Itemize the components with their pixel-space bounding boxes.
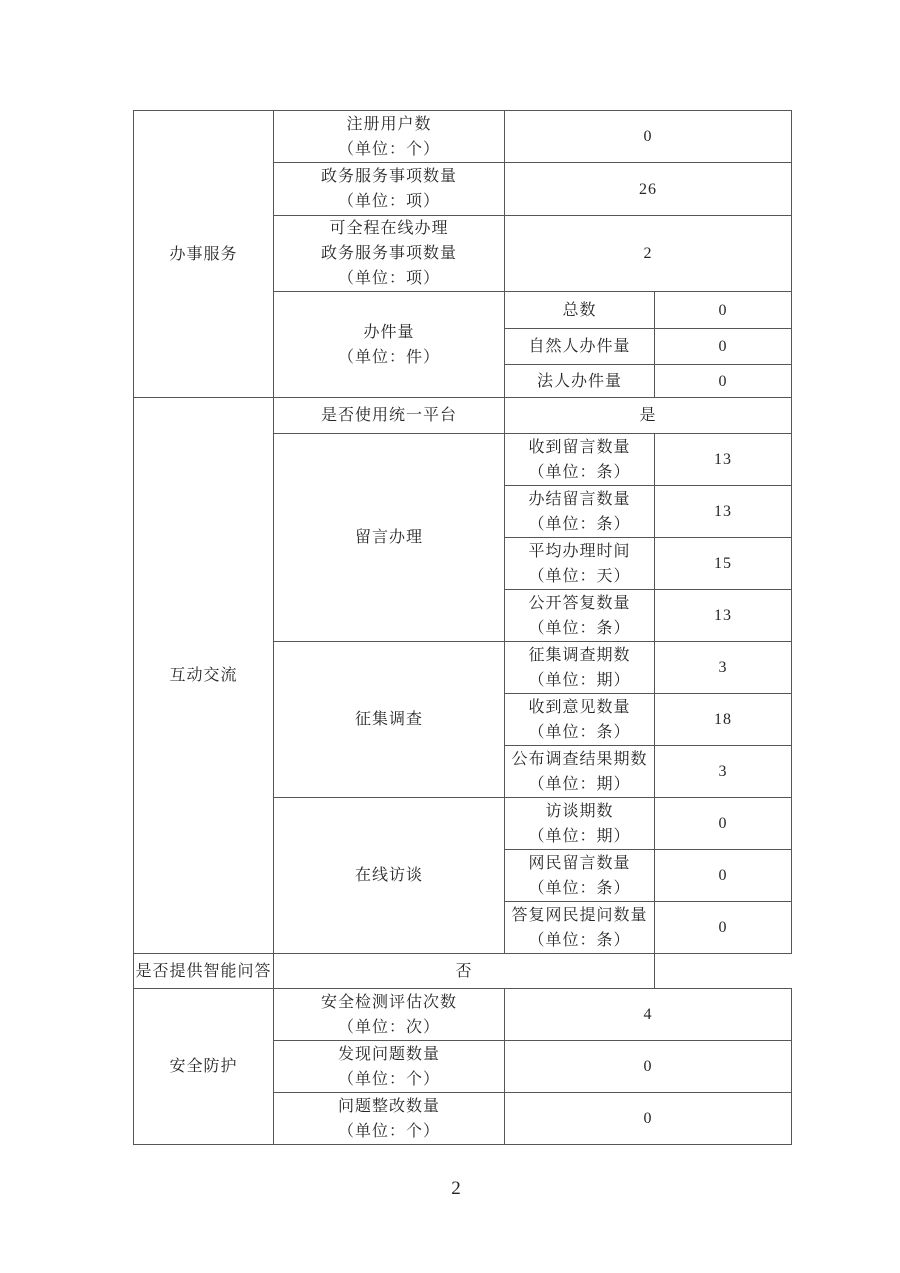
metric-value-total: 0: [655, 292, 792, 329]
group-label-online-interview: 在线访谈: [274, 798, 505, 954]
unit-line: （单位：条）: [528, 723, 631, 741]
metric-value-messages-completed: 13: [655, 486, 792, 538]
metric-label-netizen-messages: [505, 850, 655, 902]
section-label-text: 办事服务: [169, 245, 238, 263]
unit-line: （单位：条）: [528, 463, 631, 481]
label-line: 发现问题数量: [337, 1045, 440, 1063]
unit-line: （单位：条）: [528, 619, 631, 637]
unit-line: （单位：件）: [337, 348, 440, 366]
label-line: 平均办理时间: [528, 542, 631, 560]
unit-line: （单位：项）: [337, 193, 440, 210]
metric-label-unified-platform: 是否使用统一平台: [274, 398, 505, 434]
section-label-text: 安全防护: [169, 1058, 238, 1075]
report-table: [133, 110, 792, 1145]
metric-value-natural-person: 0: [655, 329, 792, 365]
metric-label-netizen-questions-answered: [505, 902, 655, 954]
group-label-message-handling: 留言办理: [274, 434, 505, 642]
unit-line: （单位：次）: [337, 1018, 440, 1036]
label-line: 问题整改数量: [337, 1097, 440, 1115]
section-label-interaction: [134, 398, 274, 954]
metric-label-total: 总数: [505, 292, 655, 329]
label-line: 公布调查结果期数: [511, 750, 648, 768]
label-line: 答复网民提问数量: [511, 906, 648, 924]
unit-line: （单位：期）: [528, 827, 631, 845]
metric-label-service-items: [274, 163, 505, 216]
metric-label-average-handle-time: [505, 538, 655, 590]
metric-value-legal-person: 0: [655, 365, 792, 398]
metric-value-security-checks: 4: [505, 989, 792, 1041]
label-line: 安全检测评估次数: [320, 993, 457, 1011]
metric-value-netizen-messages: 0: [655, 850, 792, 902]
metric-value-problems-found: 0: [505, 1041, 792, 1093]
section-label-text: 互动交流: [169, 667, 238, 684]
label-line: 收到意见数量: [528, 698, 631, 716]
metric-value-netizen-questions-answered: 0: [655, 902, 792, 954]
unit-line: （单位：个）: [337, 1122, 440, 1140]
metric-value-unified-platform: 是: [505, 398, 792, 434]
metric-label-security-checks: [274, 989, 505, 1041]
metric-value-smart-qa: 否: [274, 954, 655, 989]
metric-value-service-items: 26: [505, 163, 792, 216]
metric-label-registered-users: [274, 111, 505, 163]
label-line: 办件量: [363, 323, 415, 341]
metric-label-interview-periods: [505, 798, 655, 850]
metric-value-registered-users: 0: [505, 111, 792, 163]
metric-label-public-replies: [505, 590, 655, 642]
metric-label-legal-person: 法人办件量: [505, 365, 655, 398]
section-label-service: [134, 111, 274, 398]
label-line: 注册用户数: [346, 115, 432, 133]
unit-line: （单位：个）: [337, 1070, 440, 1088]
metric-value-public-replies: 13: [655, 590, 792, 642]
unit-line: （单位：期）: [528, 775, 631, 793]
metric-value-survey-results-published: 3: [655, 746, 792, 798]
metric-label-smart-qa: 是否提供智能问答: [134, 954, 274, 989]
table-row: [134, 398, 792, 434]
label-line: 政务服务事项数量: [320, 168, 457, 185]
metric-label-messages-received: [505, 434, 655, 486]
label-line: 公开答复数量: [528, 594, 631, 612]
label-line: 访谈期数: [545, 802, 614, 820]
group-label-case-volume: [274, 292, 505, 398]
unit-line: （单位：条）: [528, 879, 631, 897]
metric-label-natural-person: 自然人办件量: [505, 329, 655, 365]
metric-value-online-full-process: 2: [505, 216, 792, 292]
unit-line: （单位：个）: [337, 140, 440, 158]
metric-value-opinions-received: 18: [655, 694, 792, 746]
metric-value-problems-rectified: 0: [505, 1093, 792, 1145]
metric-label-online-full-process: [274, 216, 505, 292]
metric-label-survey-periods: [505, 642, 655, 694]
label-line: 网民留言数量: [528, 854, 631, 872]
group-label-survey: 征集调查: [274, 642, 505, 798]
unit-line: （单位：条）: [528, 515, 631, 533]
unit-line: （单位：天）: [528, 567, 631, 585]
unit-line: （单位：期）: [528, 671, 631, 689]
table-row: [134, 989, 792, 1041]
label-line: 政务服务事项数量: [320, 245, 457, 262]
metric-value-survey-periods: 3: [655, 642, 792, 694]
metric-value-messages-received: 13: [655, 434, 792, 486]
unit-line: （单位：条）: [528, 931, 631, 949]
metric-label-messages-completed: [505, 486, 655, 538]
metric-label-problems-found: [274, 1041, 505, 1093]
metric-value-interview-periods: 0: [655, 798, 792, 850]
table-row: [134, 111, 792, 163]
label-line: 办结留言数量: [528, 490, 631, 508]
page-number: 2: [451, 1178, 461, 1199]
unit-line: （单位：项）: [337, 270, 440, 287]
label-line: 收到留言数量: [528, 438, 631, 456]
section-label-security: [134, 989, 274, 1145]
metric-label-problems-rectified: [274, 1093, 505, 1145]
metric-value-average-handle-time: 15: [655, 538, 792, 590]
table-row: [134, 954, 792, 989]
label-line: 可全程在线办理: [329, 220, 449, 237]
label-line: 征集调查期数: [528, 646, 631, 664]
metric-label-survey-results-published: [505, 746, 655, 798]
metric-label-opinions-received: [505, 694, 655, 746]
